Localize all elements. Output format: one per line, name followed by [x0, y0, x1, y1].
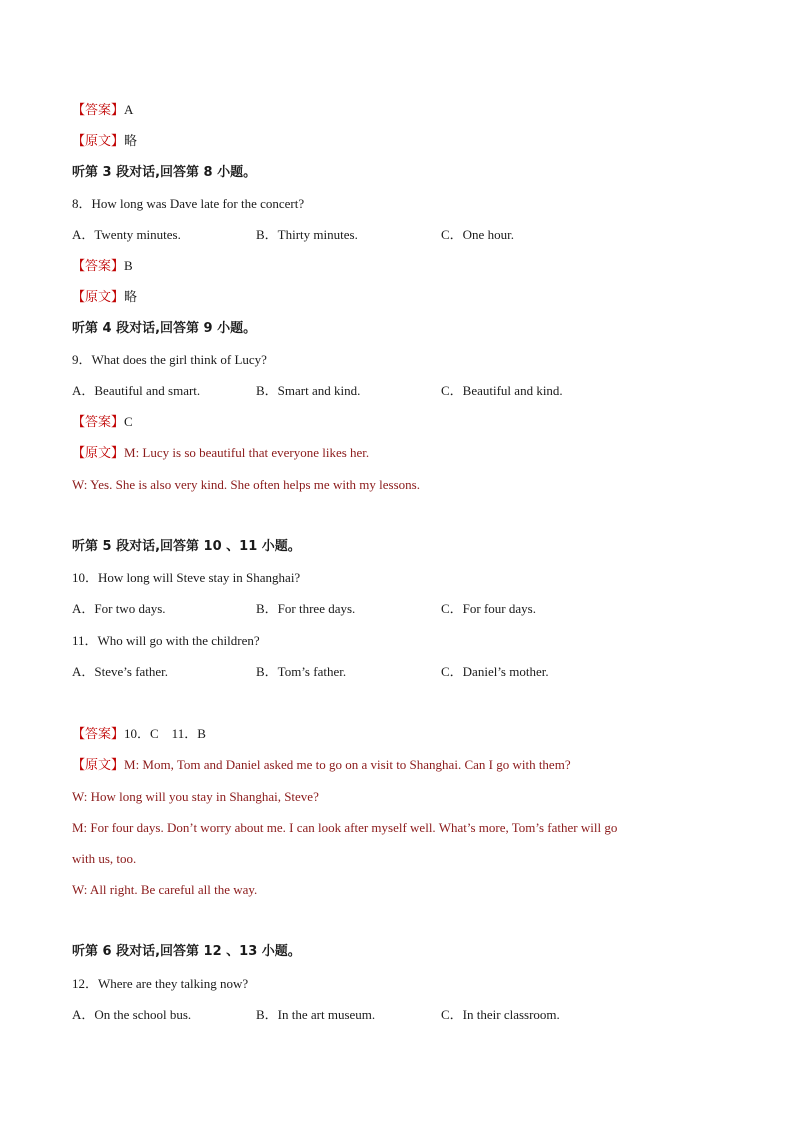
option-c: C．Beautiful and kind.: [441, 383, 563, 398]
option-b: B．In the art museum.: [256, 1007, 376, 1022]
section-heading-4: 听第 4 段对话,回答第 9 小题。: [72, 321, 257, 336]
answer-line-9: [72, 413, 133, 431]
option-a: A．For two days.: [72, 601, 166, 616]
section-heading-6: 听第 6 段对话,回答第 12 、13 小题。: [72, 944, 301, 959]
transcript-value: 略: [124, 133, 138, 148]
options-row-11: [72, 663, 722, 681]
option-c: C．One hour.: [441, 227, 514, 242]
question-8: 8．How long was Dave late for the concert?: [72, 196, 305, 211]
answer-tag: 【答案】: [72, 726, 125, 741]
answer-value: A: [124, 102, 134, 117]
transcript-line-7: [72, 132, 137, 150]
answer-value: 10．C 11．B: [124, 726, 206, 741]
option-a: A．Beautiful and smart.: [72, 383, 201, 398]
option-a: A．Steve’s father.: [72, 664, 169, 679]
answer-value: C: [124, 414, 133, 429]
option-a: A．On the school bus.: [72, 1007, 192, 1022]
option-c: C．In their classroom.: [441, 1007, 560, 1022]
transcript-line-5b: W: How long will you stay in Shanghai, Steve?: [72, 789, 319, 804]
transcript-text: M: Mom, Tom and Daniel asked me to go on a visit to Shanghai. Can I go with them?: [124, 757, 571, 772]
option-b: B．Smart and kind.: [256, 383, 361, 398]
transcript-line-9a: [72, 444, 369, 462]
answer-tag: 【答案】: [72, 414, 125, 429]
option-b: B．Thirty minutes.: [256, 227, 358, 242]
transcript-tag: 【原文】: [72, 757, 125, 772]
option-b: B．For three days.: [256, 601, 356, 616]
transcript-value: 略: [124, 289, 138, 304]
answer-tag: 【答案】: [72, 102, 125, 117]
transcript-line-5c: M: For four days. Don’t worry about me. I can look after myself well. What’s more, Tom’s father will go: [72, 820, 618, 835]
option-c: C．Daniel’s mother.: [441, 664, 549, 679]
answer-tag: 【答案】: [72, 258, 125, 273]
answer-line-7: [72, 101, 133, 119]
option-c: C．For four days.: [441, 601, 536, 616]
transcript-text: M: Lucy is so beautiful that everyone likes her.: [124, 445, 370, 460]
transcript-tag: 【原文】: [72, 445, 125, 460]
transcript-tag: 【原文】: [72, 133, 125, 148]
options-row-9: [72, 382, 722, 400]
transcript-line-5a: [72, 756, 571, 774]
options-row-12: [72, 1006, 722, 1024]
transcript-tag: 【原文】: [72, 289, 125, 304]
question-9: 9．What does the girl think of Lucy?: [72, 352, 267, 367]
option-a: A．Twenty minutes.: [72, 227, 181, 242]
section-heading-5: 听第 5 段对话,回答第 10 、11 小题。: [72, 539, 301, 554]
transcript-line-5e: W: All right. Be careful all the way.: [72, 882, 258, 897]
question-11: 11．Who will go with the children?: [72, 633, 260, 648]
transcript-line-8: [72, 288, 137, 306]
transcript-line-5d: with us, too.: [72, 851, 137, 866]
section-heading-3: 听第 3 段对话,回答第 8 小题。: [72, 165, 257, 180]
answer-line-10-11: [72, 725, 206, 743]
options-row-8: [72, 226, 722, 244]
answer-line-8: [72, 257, 133, 275]
options-row-10: [72, 600, 722, 618]
question-10: 10．How long will Steve stay in Shanghai?: [72, 570, 301, 585]
answer-value: B: [124, 258, 133, 273]
option-b: B．Tom’s father.: [256, 664, 347, 679]
transcript-line-9b: W: Yes. She is also very kind. She often helps me with my lessons.: [72, 477, 420, 492]
question-12: 12．Where are they talking now?: [72, 976, 249, 991]
